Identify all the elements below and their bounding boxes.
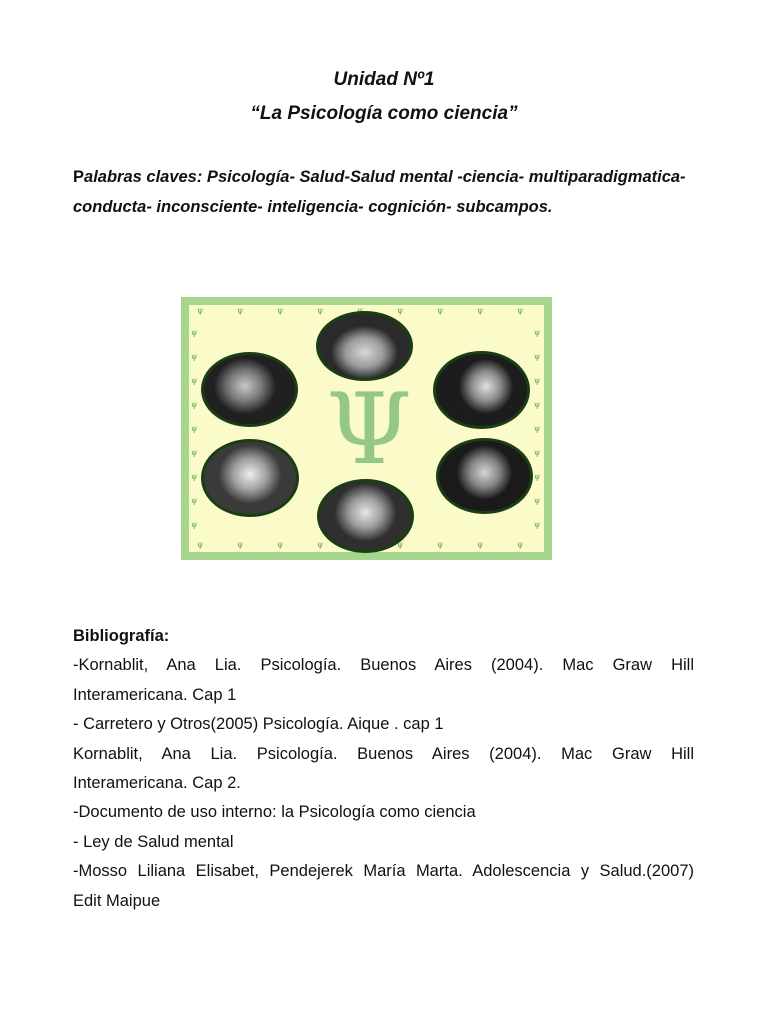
portrait-lower-right	[436, 438, 533, 514]
bibliography-line: -Documento de uso interno: la Psicología como ciencia	[73, 803, 476, 822]
portrait-upper-right	[433, 351, 530, 429]
border-motif-glyph: ψ	[191, 352, 198, 361]
border-motif-glyph: ψ	[534, 472, 541, 481]
border-motif-glyph: ψ	[191, 424, 198, 433]
border-motif-glyph: ψ	[237, 306, 244, 315]
bibliography-line: - Ley de Salud mental	[73, 832, 234, 851]
border-motif-glyph: ψ	[437, 306, 444, 315]
border-motif-glyph: ψ	[517, 306, 524, 315]
portrait-upper-left	[201, 352, 298, 427]
border-motif-glyph: ψ	[534, 496, 541, 505]
border-motif-glyph: ψ	[317, 306, 324, 315]
psi-symbol: Ψ	[326, 373, 412, 487]
bibliography	[73, 622, 694, 916]
border-motif-glyph: ψ	[534, 376, 541, 385]
border-motif-glyph: ψ	[397, 540, 404, 549]
border-motif-glyph: ψ	[517, 540, 524, 549]
border-motif-glyph: ψ	[191, 496, 198, 505]
document-subtitle: “La Psicología como ciencia”	[250, 103, 518, 124]
border-motif-glyph: ψ	[534, 400, 541, 409]
portrait-bottom	[317, 479, 414, 553]
border-motif-glyph: ψ	[317, 540, 324, 549]
border-motif-glyph: ψ	[534, 352, 541, 361]
border-motif-glyph: ψ	[191, 472, 198, 481]
bibliography-line: -Kornablit, Ana Lia. Psicología. Buenos Aires (2004). Mac Graw Hill	[73, 656, 694, 675]
border-motif-glyph: ψ	[534, 520, 541, 529]
border-motif-glyph: ψ	[191, 400, 198, 409]
border-motif-glyph: ψ	[477, 306, 484, 315]
bibliography-line: Interamericana. Cap 2.	[73, 774, 241, 793]
border-motif-glyph: ψ	[237, 540, 244, 549]
border-motif-glyph: ψ	[277, 306, 284, 315]
bibliography-line: Kornablit, Ana Lia. Psicología. Buenos Aires (2004). Mac Graw Hill	[73, 744, 694, 763]
keywords-paragraph	[73, 162, 693, 222]
border-motif-glyph: ψ	[534, 448, 541, 457]
bibliography-heading: Bibliografía:	[73, 627, 170, 645]
psychology-figure	[181, 297, 552, 560]
border-motif-glyph: ψ	[191, 520, 198, 529]
border-motif-glyph: ψ	[397, 306, 404, 315]
unit-title: Unidad Nº1	[333, 69, 435, 90]
border-motif-glyph: ψ	[277, 540, 284, 549]
portrait-top	[316, 311, 413, 381]
bibliography-line: Edit Maipue	[73, 891, 161, 910]
border-motif-glyph: ψ	[477, 540, 484, 549]
bibliography-line: Interamericana. Cap 1	[73, 685, 237, 704]
keywords-text: alabras claves: Psicología- Salud-Salud mental -ciencia- multiparadigmatica- conducta- inconsciente- inteligencia- cognición- subcampos.	[73, 168, 686, 216]
portrait-lower-left	[201, 439, 299, 517]
bibliography-line: -Mosso Liliana Elisabet, Pendejerek María Marta. Adolescencia y Salud.(2007)	[73, 862, 694, 881]
border-motif-glyph: ψ	[437, 540, 444, 549]
border-motif-glyph: ψ	[191, 376, 198, 385]
keywords-lead-letter: P	[73, 168, 85, 186]
border-motif-glyph: ψ	[534, 424, 541, 433]
border-motif-glyph: ψ	[191, 328, 198, 337]
border-motif-glyph: ψ	[534, 328, 541, 337]
bibliography-line: - Carretero y Otros(2005) Psicología. Aique . cap 1	[73, 715, 444, 734]
border-motif-glyph: ψ	[197, 540, 204, 549]
border-motif-glyph: ψ	[197, 306, 204, 315]
border-motif-glyph: ψ	[191, 448, 198, 457]
